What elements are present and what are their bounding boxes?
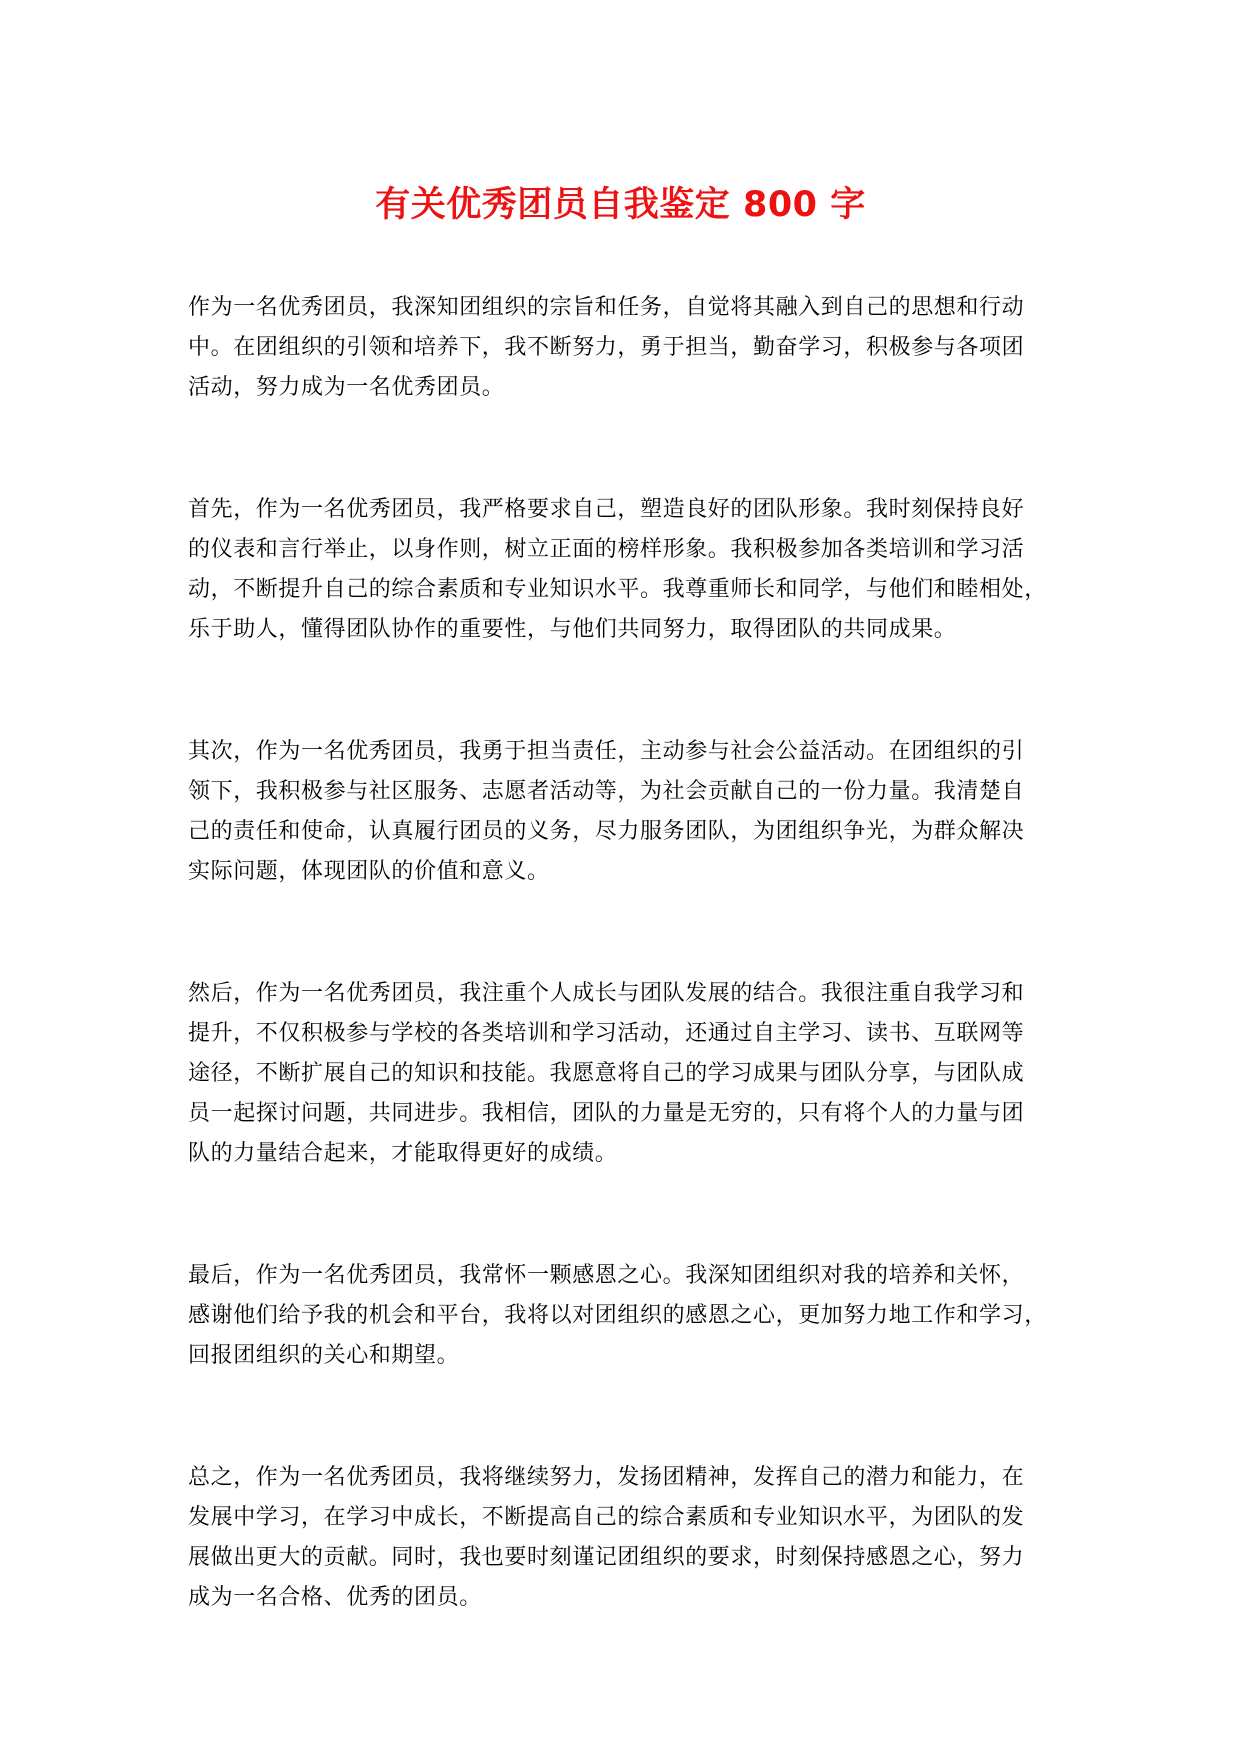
paragraph-third: 然后，作为一名优秀团员，我注重个人成长与团队发展的结合。我很注重自我学习和 提升，不仅积极参与学校的各类培训和学习活动，还通过自主学习、读书、互联网等 途径，不断扩展自己的知识和技能。我愿意将自己的学习成果与团队分享，与团队成 员一起探讨问题，共同进步。我相信，团队的力量是无穷的，只有将个人的力量与团 队的力量结合起来，才能取得更好的成绩。 [188,981,1025,1166]
paragraph-last: 最后，作为一名优秀团员，我常怀一颗感恩之心。我深知团组织对我的培养和关怀， 感谢他们给予我的机会和平台，我将以对团组织的感恩之心，更加努力地工作和学习， 回报团组织的关心和期望。 [188,1263,1047,1368]
paragraph-second: 其次，作为一名优秀团员，我勇于担当责任，主动参与社会公益活动。在团组织的引 领下，我积极参与社区服务、志愿者活动等，为社会贡献自己的一份力量。我清楚自 己的责任和使命，认真履行团员的义务，尽力服务团队，为团组织争光，为群众解决 实际问题，体现团队的价值和意义。 [188,739,1025,884]
paragraph-intro: 作为一名优秀团员，我深知团组织的宗旨和任务，自觉将其融入到自己的思想和行动 中。在团组织的引领和培养下，我不断努力，勇于担当，勤奋学习，积极参与各项团 活动，努力成为一名优秀团员。 [188,295,1025,400]
document-title: 有关优秀团员自我鉴定 800 字 [375,185,866,225]
document-body [188,288,1088,1700]
paragraph-first: 首先，作为一名优秀团员，我严格要求自己，塑造良好的团队形象。我时刻保持良好 的仪表和言行举止，以身作则，树立正面的榜样形象。我积极参加各类培训和学习活 动，不断提升自己的综合素质和专业知识水平。我尊重师长和同学，与他们和睦相处， 乐于助人，懂得团队协作的重要性，与他们共同努力，取得团队的共同成果。 [188,497,1047,642]
paragraph-conclusion: 总之，作为一名优秀团员，我将继续努力，发扬团精神，发挥自己的潜力和能力，在 发展中学习，在学习中成长，不断提高自己的综合素质和专业知识水平，为团队的发 展做出更大的贡献。同时，我也要时刻谨记团组织的要求，时刻保持感恩之心，努力 成为一名合格、优秀的团员。 [188,1465,1025,1610]
